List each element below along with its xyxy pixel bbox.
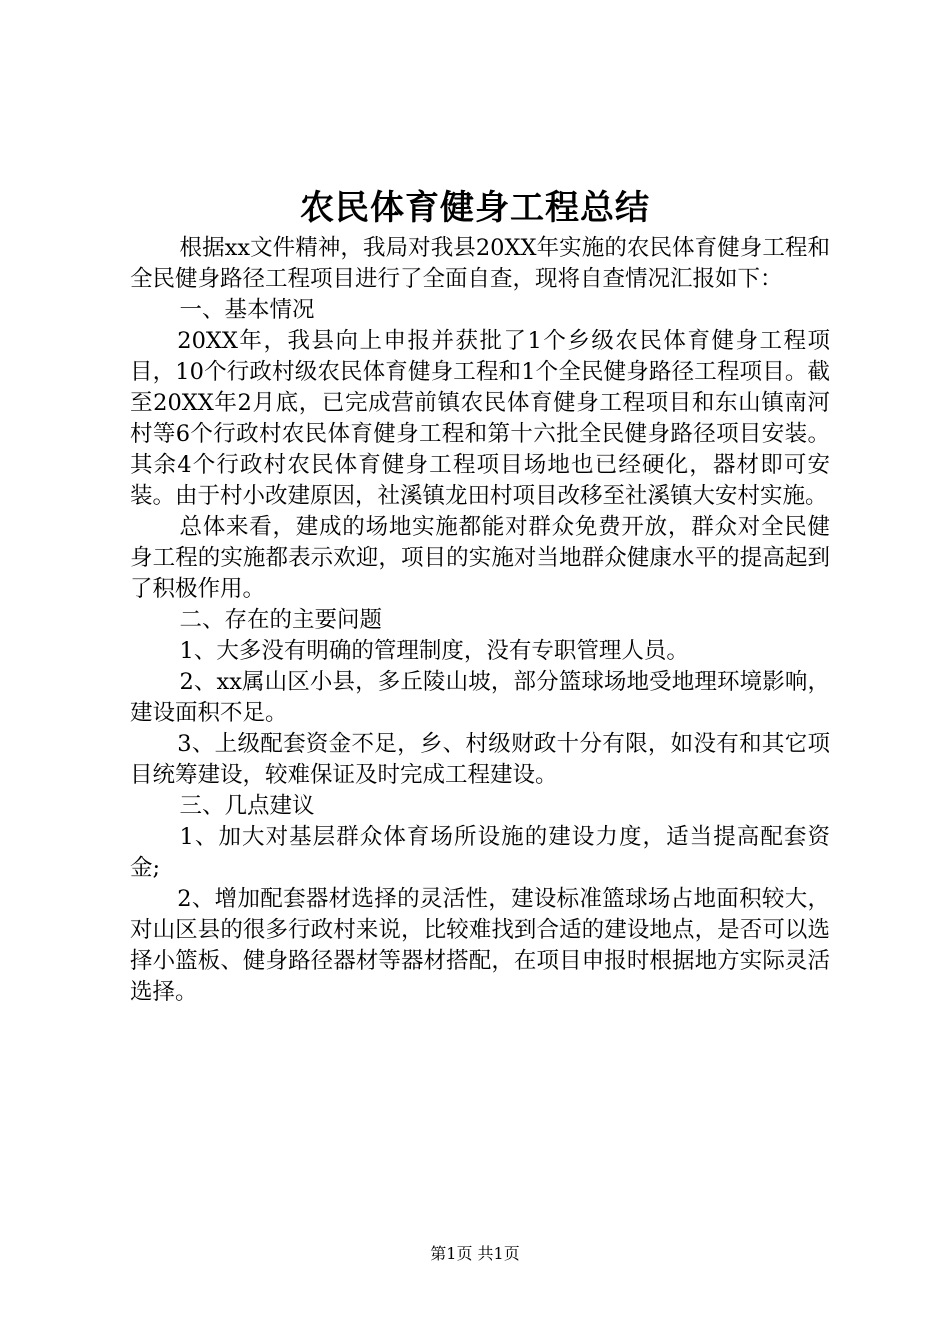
- basic-situation-paragraph: 20XX年，我县向上申报并获批了1个乡级农民体育健身工程项目，10个行政村级农民体育健身工程和1个全民健身路径工程项目。截至20XX年2月底，已完成营前镇农民体育健身工程项目和东山镇南河村等6个行政村农民体育健身工程和第十六批全民健身路径项目安装。其余4个行政村农民体育健身工程项目场地也已经硬化，器材即可安装。由于村小改建原因，社溪镇龙田村项目改移至社溪镇大安村实施。: [130, 328, 830, 509]
- suggestion-item-2: 2、增加配套器材选择的灵活性，建设标准篮球场占地面积较大，对山区县的很多行政村来说，比较难找到合适的建设地点，是否可以选择小篮板、健身路径器材等器材搭配，在项目申报时根据地方实际灵活选择。: [130, 886, 830, 1005]
- section-heading-problems: 二、存在的主要问题: [179, 607, 383, 633]
- section-heading-suggestions: 三、几点建议: [179, 793, 315, 819]
- problem-item-2: 2、xx属山区小县，多丘陵山坡，部分篮球场地受地理环境影响，建设面积不足。: [130, 669, 830, 726]
- overall-assessment-paragraph: 总体来看，建成的场地实施都能对群众免费开放，群众对全民健身工程的实施都表示欢迎，项目的实施对当地群众健康水平的提高起到了积极作用。: [130, 514, 830, 602]
- section-heading-basic-situation: 一、基本情况: [179, 297, 315, 323]
- document-body: [130, 233, 830, 1008]
- intro-paragraph: 根据xx文件精神，我局对我县20XX年实施的农民体育健身工程和全民健身路径工程项目进行了全面自查，现将自查情况汇报如下：: [130, 235, 830, 292]
- problem-item-1: 1、大多没有明确的管理制度，没有专职管理人员。: [179, 638, 689, 664]
- problem-item-3: 3、上级配套资金不足，乡、村级财政十分有限，如没有和其它项目统筹建设，较难保证及时完成工程建设。: [130, 731, 830, 788]
- suggestion-item-1: 1、加大对基层群众体育场所设施的建设力度，适当提高配套资金;: [130, 824, 830, 881]
- page-footer: 第1页 共1页: [430, 1244, 520, 1263]
- document-title: 农民体育健身工程总结: [300, 188, 650, 228]
